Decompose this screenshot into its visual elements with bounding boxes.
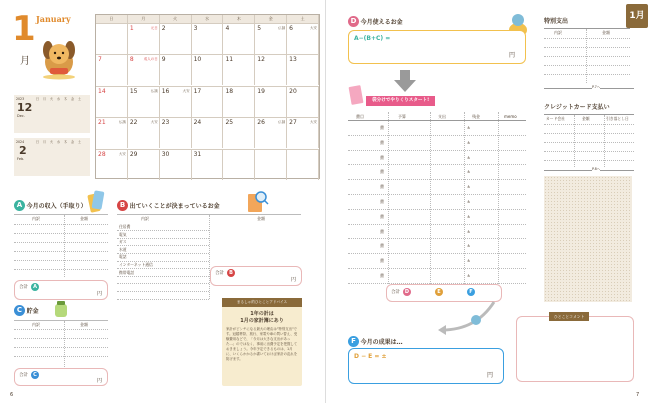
fixed-expense-label: 携帯電話 (119, 269, 135, 275)
curved-arrow-icon (436, 300, 496, 336)
section-d-formula: A−(B+C) = (354, 35, 391, 42)
section-c-badge: C (14, 305, 25, 316)
calendar-day-cell[interactable] (160, 118, 192, 148)
fixed-expense-label: ガス (119, 239, 127, 245)
calendar-week-row (96, 117, 319, 148)
weekday-label: 月 (128, 15, 160, 23)
ruled-line (544, 38, 630, 39)
credit-header-label: 引き落とし日 (606, 116, 629, 121)
mini-dec-month: 12 (17, 101, 33, 114)
envelope-yen-mark: 費 (380, 213, 384, 219)
calendar-day-note: 元日 (150, 26, 158, 30)
calendar-day-cell[interactable] (160, 150, 192, 180)
special-col1: 内訳 (554, 30, 562, 35)
envelope-row[interactable] (348, 210, 526, 225)
envelope-pm-mark: ± (467, 228, 471, 234)
calendar-day-note: 仏滅 (118, 120, 126, 125)
calendar-day-number: 20 (289, 87, 297, 95)
month-number: 1 (12, 9, 36, 49)
ruled-line (14, 242, 108, 243)
section-c-title: 貯金 (26, 308, 39, 315)
calendar-day-cell[interactable] (287, 24, 319, 54)
calendar-day-note: 仏滅 (278, 26, 286, 30)
section-d-title: 今月使えるお金 (360, 19, 403, 26)
section-c-header (14, 305, 39, 316)
calendar-day-cell[interactable] (287, 150, 319, 180)
mini-weekday: 月 (42, 140, 47, 144)
section-a-header (14, 200, 87, 211)
section-d-header (348, 16, 403, 27)
section-b-total-label: 合計 (215, 271, 224, 276)
ruled-line (544, 151, 634, 152)
mini-weekday: 木 (63, 140, 68, 144)
envelope-header-label: 支出 (438, 114, 446, 119)
right-page (325, 0, 650, 403)
calendar-week-row (96, 23, 319, 54)
envelope-row[interactable] (348, 225, 526, 240)
mini-feb-label: Feb. (17, 157, 25, 161)
calendar-day-cell[interactable] (255, 55, 287, 85)
envelope-header-label: memo (504, 114, 517, 119)
credit-total-line (544, 167, 634, 171)
ruled-line (544, 133, 634, 134)
section-a-col2: 金額 (80, 216, 88, 221)
mini-feb-month: 2 (19, 144, 27, 157)
envelope-yen-mark: 費 (380, 199, 384, 204)
calendar-day-number: 17 (193, 87, 202, 95)
calendar-day-cell[interactable] (223, 87, 255, 117)
envelope-pm-mark: ± (467, 273, 471, 278)
special-total-line (544, 85, 634, 89)
calendar-day-number: 22 (129, 119, 138, 127)
calendar-day-number: 29 (129, 150, 138, 158)
calendar-day-number: 16 (161, 87, 170, 95)
calendar-day-number: 23 (161, 119, 170, 127)
envelope-total-label: 合計 (391, 290, 400, 295)
weekday-label: 木 (223, 15, 255, 23)
calendar-day-cell[interactable] (287, 55, 319, 85)
fixed-expense-row[interactable] (117, 291, 209, 299)
envelope-header-label: 費目 (356, 114, 364, 119)
ruled-line (14, 251, 108, 252)
section-a-title: 今月の収入（手取り） (26, 203, 87, 210)
mini-feb-year: 2024 (16, 140, 25, 144)
calendar-day-cell[interactable] (255, 87, 287, 117)
special-total-label: P.7へ (592, 85, 601, 89)
mini-weekday: 水 (56, 97, 61, 101)
ruled-line (14, 224, 108, 225)
calendar-day-note: 大安 (182, 88, 190, 93)
envelope-header-label: 残金 (472, 114, 480, 119)
section-c-table (14, 320, 108, 366)
envelope-pm-mark: ± (467, 213, 471, 219)
envelope-yen-mark: 費 (380, 228, 384, 234)
special-col2: 金額 (602, 30, 610, 35)
mini-dec-year: 2023 (16, 97, 25, 101)
fixed-expense-label: 住居費 (119, 224, 131, 229)
calendar-day-number: 30 (161, 150, 170, 158)
ruled-line (544, 74, 630, 75)
mini-weekday: 土 (77, 140, 82, 144)
mini-weekday: 金 (70, 140, 75, 144)
calendar-week-row (96, 149, 319, 180)
ruled-line (14, 356, 108, 357)
mini-calendar-february (14, 138, 90, 176)
calendar-day-number: 9 (161, 56, 166, 64)
calendar-day-number: 11 (225, 56, 234, 64)
month-name: January (36, 14, 71, 24)
calendar-day-cell[interactable] (128, 55, 160, 85)
calendar-day-number: 21 (98, 119, 106, 127)
mini-weekday: 土 (77, 97, 82, 101)
ruled-line (544, 142, 634, 143)
calendar-day-note: 大安 (310, 26, 318, 30)
calendar-day-cell[interactable] (192, 118, 224, 148)
envelope-pm-mark: ± (467, 184, 471, 190)
envelope-pm-mark: ± (467, 169, 471, 175)
section-f-badge: F (348, 336, 359, 347)
right-page-number: 7 (636, 392, 640, 398)
comment-title: ひとことコメント (549, 312, 589, 321)
dog-illustration-icon (36, 34, 82, 80)
envelope-pm-mark: ± (467, 243, 471, 249)
fixed-expense-label: 電話 (119, 254, 127, 260)
calendar-day-note: 大安 (310, 120, 318, 125)
section-f-header (348, 336, 403, 347)
credit-header-label: カード会社 (546, 116, 565, 121)
section-b-title: 出ていくことが決まっているお金 (129, 203, 220, 210)
calendar-day-cell[interactable] (223, 24, 255, 54)
calendar-day-number: 25 (225, 119, 234, 127)
credit-title: クレジットカード支払い (544, 104, 610, 111)
section-a-unit: 円 (96, 291, 102, 297)
calendar-day-note: 大安 (150, 120, 158, 125)
calendar-day-note: 仏滅 (150, 88, 158, 93)
section-d-unit: 円 (508, 52, 515, 59)
calendar-day-number: 24 (193, 119, 202, 127)
section-b-badge: B (117, 200, 128, 211)
mini-weekday: 火 (49, 97, 54, 101)
calendar-day-number: 28 (98, 150, 106, 158)
envelope-total-badge-e: E (435, 288, 443, 296)
notes-dotted-panel[interactable] (544, 176, 632, 302)
calendar-day-cell[interactable] (192, 87, 224, 117)
magnifier-document-icon (244, 188, 270, 214)
weekday-label: 水 (192, 15, 224, 23)
month-calendar (95, 14, 320, 179)
calendar-day-cell[interactable] (160, 55, 192, 85)
calendar-day-cell[interactable] (96, 55, 128, 85)
mini-weekday: 火 (49, 140, 54, 144)
envelope-row[interactable] (348, 151, 526, 166)
month-tab[interactable]: 1月 (626, 4, 648, 28)
calendar-day-cell[interactable] (128, 24, 160, 54)
calendar-day-number: 12 (257, 56, 265, 64)
calendar-day-cell[interactable] (223, 55, 255, 85)
section-f-unit: 円 (486, 372, 493, 379)
calendar-day-number: 14 (98, 87, 106, 95)
calendar-day-number: 10 (193, 56, 202, 64)
calendar-day-number: 5 (257, 25, 262, 32)
section-c-col2: 金額 (80, 322, 88, 327)
section-a-total-box[interactable] (14, 280, 108, 300)
envelope-total-badge-d: D (404, 289, 410, 295)
advice-heading-1: 1年の計は (250, 311, 274, 317)
calendar-day-cell[interactable] (96, 150, 128, 180)
advice-heading-2: 1月の家計簿にあり (240, 318, 284, 324)
calendar-day-cell[interactable] (287, 118, 319, 148)
envelope-pm-mark: ± (467, 258, 471, 264)
ruled-line (14, 260, 108, 261)
envelope-row[interactable] (348, 254, 526, 269)
section-a-total-label: 合計 (19, 285, 28, 290)
weekday-label: 火 (160, 15, 192, 23)
ruled-line (14, 233, 108, 234)
piggy-bank-jar-icon (52, 300, 70, 318)
calendar-day-cell[interactable] (128, 150, 160, 180)
mini-calendar-december (14, 95, 90, 133)
envelope-pm-mark: ± (467, 139, 471, 145)
calendar-day-cell[interactable] (255, 118, 287, 148)
mini-weekday-row (34, 97, 83, 102)
calendar-week-row (96, 54, 319, 85)
calendar-day-cell[interactable] (96, 24, 128, 54)
section-a-badge: A (14, 200, 25, 211)
month-kanji: 月 (20, 56, 30, 67)
envelope-yen-mark: 費 (380, 258, 384, 264)
calendar-day-number: 19 (257, 87, 265, 95)
calendar-weekday-header (96, 15, 319, 23)
calendar-day-note: 仏滅 (278, 120, 286, 125)
ruled-line (544, 124, 634, 125)
mini-weekday: 日 (35, 140, 40, 144)
mini-dec-label: Dec. (17, 114, 25, 118)
mini-weekday: 金 (70, 97, 75, 101)
credit-table (544, 114, 634, 166)
mini-weekday: 水 (56, 140, 61, 144)
ruled-line (544, 65, 630, 66)
weekday-label: 日 (96, 15, 128, 23)
calendar-day-number: 13 (289, 56, 297, 64)
fixed-expense-label: 電気 (119, 231, 127, 237)
envelope-table-header (348, 112, 526, 121)
calendar-day-number: 2 (161, 25, 166, 32)
advice-title: まるしゃ的ひとことアドバイス (222, 298, 302, 307)
calendar-day-cell[interactable] (192, 24, 224, 54)
envelope-pm-mark: ± (467, 125, 471, 130)
calendar-day-note: 成人の日 (143, 57, 158, 62)
calendar-day-cell[interactable] (192, 55, 224, 85)
calendar-day-number: 8 (129, 56, 134, 64)
envelope-row[interactable] (348, 180, 526, 195)
envelope-header-label: 予算 (398, 114, 406, 119)
calendar-day-number: 26 (257, 119, 265, 127)
envelope-row[interactable] (348, 165, 526, 180)
section-b-total-box[interactable] (210, 266, 302, 286)
special-title: 特別支出 (544, 18, 569, 25)
calendar-day-number: 3 (193, 25, 198, 32)
section-e-banner: 袋分けでやりくりスタート! (366, 96, 435, 106)
mini-weekday: 日 (35, 97, 40, 101)
mini-feb-grid (34, 140, 83, 145)
envelope-yen-mark: 費 (380, 154, 384, 160)
calendar-day-cell[interactable] (128, 118, 160, 148)
section-f-title: 今月の成果は… (360, 339, 403, 346)
calendar-day-cell[interactable] (96, 118, 128, 148)
section-b-unit: 円 (290, 277, 296, 283)
advice-text: 家計がピンチになる最大の理由は"特別支出"です。冠婚葬祭、旅行、家電や車の買い替え、受験費用などで、「今月は大きな支出があった…」のではなく、事前に出費予定を把握しておきましょう。今年予定できるものは、1月に、いくらかかるか書いておけば家計の乱れを防げます。 (226, 327, 298, 361)
ruled-line (14, 269, 108, 270)
weekday-label: 金 (255, 15, 287, 23)
credit-header-label: 金額 (582, 116, 590, 121)
section-d-formula-box[interactable] (348, 30, 526, 64)
credit-total-label: P.8へ (592, 167, 601, 171)
calendar-day-cell[interactable] (192, 150, 224, 180)
section-c-total-label: 合計 (19, 373, 28, 378)
money-bag-icon (84, 188, 106, 214)
section-c-total-box[interactable] (14, 368, 108, 386)
section-b-header (117, 200, 220, 211)
envelope-yen-mark: 費 (380, 125, 384, 130)
calendar-day-number: 15 (129, 87, 138, 95)
envelope-total-badge-f: F (467, 288, 475, 296)
calendar-day-number: 7 (98, 56, 102, 64)
ruled-line (14, 338, 108, 339)
calendar-day-cell[interactable] (287, 87, 319, 117)
weekday-label: 土 (287, 15, 319, 23)
calendar-day-cell[interactable] (223, 118, 255, 148)
ruled-line (544, 47, 630, 48)
section-a-col1: 内訳 (32, 216, 40, 221)
section-f-formula: D − E = ± (354, 353, 387, 360)
envelope-row[interactable] (348, 195, 526, 210)
section-b-total-badge: B (227, 269, 235, 277)
calendar-day-number: 4 (225, 25, 230, 32)
calendar-day-cell[interactable] (255, 24, 287, 54)
envelope-row[interactable] (348, 121, 526, 136)
calendar-day-cell[interactable] (223, 150, 255, 180)
ruled-line (14, 329, 108, 330)
section-c-total-badge: C (31, 371, 39, 379)
fixed-expense-label: 水道 (119, 246, 127, 252)
section-d-badge: D (348, 16, 359, 27)
mini-weekday-row (34, 140, 83, 145)
left-page-number: 6 (10, 392, 14, 398)
envelope-yen-mark: 費 (380, 273, 384, 278)
section-b-col1: 内訳 (141, 216, 149, 221)
calendar-day-number: 1 (129, 25, 134, 32)
section-a-total-badge: A (31, 283, 39, 291)
envelope-yen-mark: 費 (380, 169, 384, 175)
mini-weekday: 月 (42, 97, 47, 101)
calendar-day-number: 18 (225, 87, 234, 95)
envelope-row[interactable] (348, 239, 526, 254)
calendar-day-cell[interactable] (160, 87, 192, 117)
calendar-day-cell[interactable] (96, 87, 128, 117)
ruled-line (14, 347, 108, 348)
envelope-yen-mark: 費 (380, 243, 384, 249)
ruled-line (544, 160, 634, 161)
envelope-pm-mark: ± (467, 199, 471, 204)
calendar-day-cell[interactable] (255, 150, 287, 180)
section-f-formula-box[interactable] (348, 348, 504, 384)
calendar-day-cell[interactable] (160, 24, 192, 54)
mini-dec-grid (34, 97, 83, 102)
calendar-day-number: 6 (289, 25, 293, 32)
envelope-yen-mark: 費 (380, 139, 384, 145)
calendar-day-cell[interactable] (128, 87, 160, 117)
envelope-pm-mark: ± (467, 154, 471, 160)
section-b-col2: 金額 (257, 216, 265, 221)
mini-weekday: 木 (63, 97, 68, 101)
envelope-yen-mark: 費 (380, 184, 384, 190)
fixed-expense-label: インターネット通信 (119, 262, 153, 267)
calendar-week-row (96, 86, 319, 117)
calendar-day-note: 大安 (118, 151, 126, 156)
calendar-day-number: 27 (289, 119, 297, 127)
calendar-day-number: 31 (193, 150, 202, 158)
section-c-unit: 円 (96, 378, 102, 384)
ruled-line (544, 56, 630, 57)
comment-box[interactable] (516, 316, 634, 382)
section-c-col1: 内訳 (32, 322, 40, 327)
envelope-table (348, 112, 526, 284)
envelope-icon (348, 82, 366, 106)
envelope-row[interactable] (348, 269, 526, 284)
advice-box (222, 298, 302, 386)
envelope-row[interactable] (348, 136, 526, 151)
arrow-down-icon (394, 70, 416, 92)
